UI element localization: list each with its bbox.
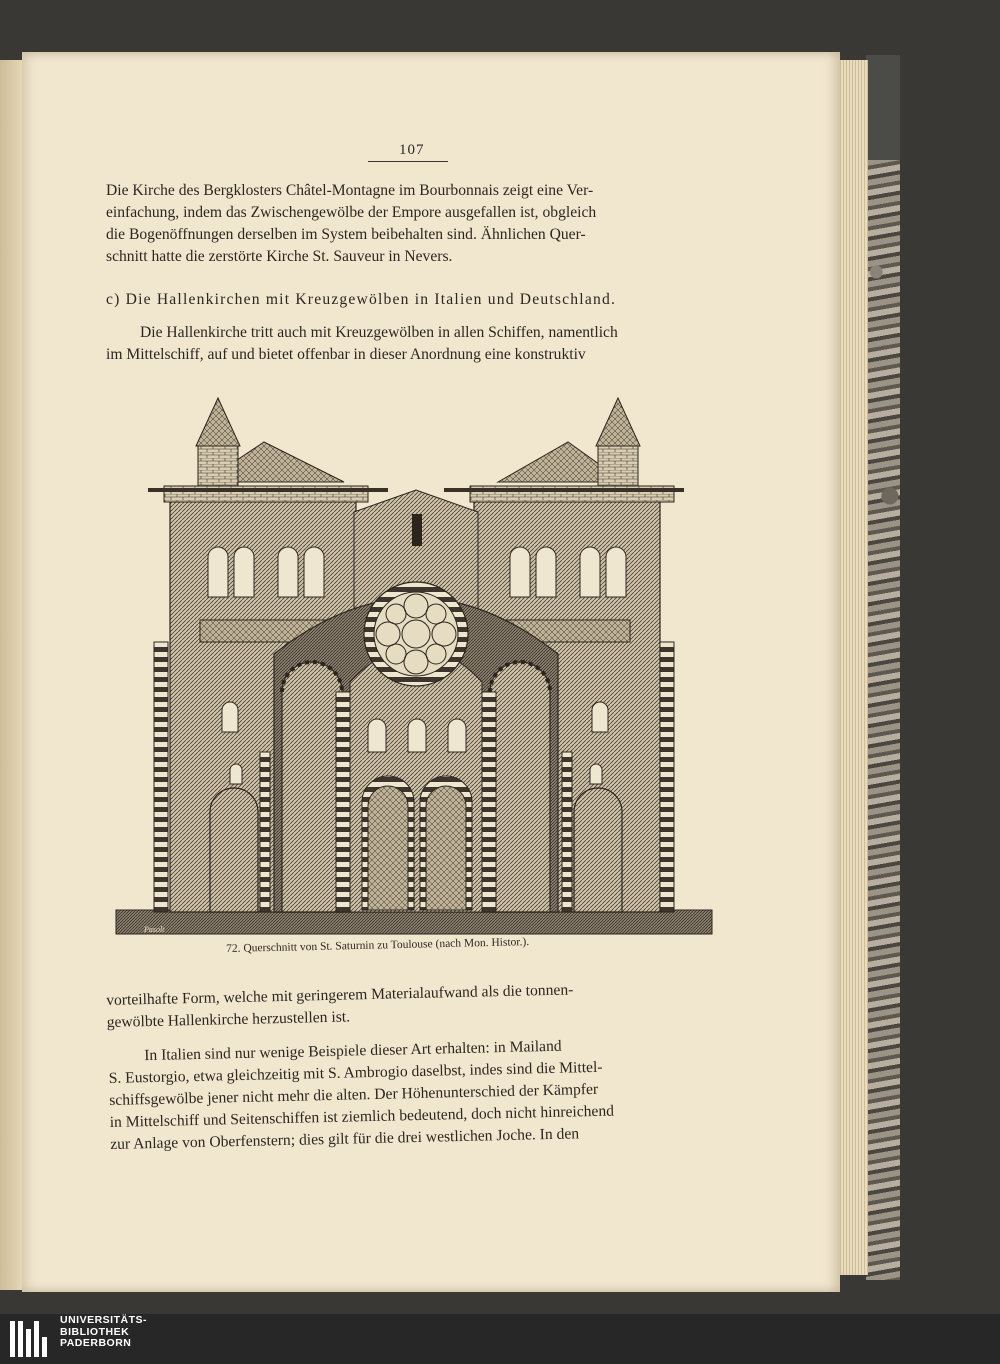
page-stack-edge (838, 60, 868, 1275)
library-name-line: UNIVERSITÄTS- (60, 1314, 148, 1326)
page-number-rule (368, 161, 448, 162)
text-line: einfachung, indem das Zwischengewölbe der Empore ausgefallen ist, obgleich (106, 204, 597, 221)
library-name (60, 1315, 147, 1350)
text-line: vorteilhafte Form, welche mit geringerem Materialaufwand als die tonnen- (106, 981, 574, 1009)
text-line: die Bogenöffnungen derselben im System beibehalten sind. Ähnlichen Quer- (106, 226, 586, 243)
marbled-endpaper (866, 160, 900, 1280)
book-cover (866, 55, 900, 165)
text-line: Die Hallenkirche tritt auch mit Kreuzgewölben in allen Schiffen, namentlich (140, 324, 618, 341)
figure-caption: 72. Querschnitt von St. Saturnin zu Toulouse (nach Mon. Histor.). (226, 936, 530, 955)
library-footer-bar (0, 1314, 1000, 1364)
section-heading: c) Die Hallenkirchen mit Kreuzgewölben in Italien und Deutschland. (106, 291, 617, 308)
text-line: S. Eustorgio, etwa gleichzeitig mit S. Ambrogio daselbst, indes sind die Mittel- (108, 1058, 603, 1087)
library-name-line: PADERBORN (60, 1337, 132, 1349)
text-line: Die Kirche des Bergklosters Châtel-Montagne im Bourbonnais zeigt eine Ver- (106, 182, 594, 199)
paragraph-1 (106, 180, 708, 268)
paragraph-2 (106, 322, 708, 366)
text-line: schnitt hatte die zerstörte Kirche St. Sauveur in Nevers. (106, 248, 453, 265)
text-line: schiffsgewölbe jener nicht mehr die alten. Der Höhenunterschied der Kämpfer (109, 1080, 599, 1109)
text-line: in Mittelschiff und Seitenschiffen ist ziemlich bedeutend, doch nicht hinreichend (109, 1102, 615, 1131)
text-line: In Italien sind nur wenige Beispiele dieser Art erhalten: in Mailand (144, 1037, 562, 1065)
library-name-line: BIBLIOTHEK (60, 1325, 130, 1338)
paragraph-4 (108, 1032, 720, 1156)
page-number: 107 (399, 142, 425, 158)
library-logo-icon (8, 1317, 52, 1361)
engraver-signature: Pasolt (144, 925, 165, 934)
text-line: gewölbte Hallenkirche herzustellen ist. (106, 1008, 351, 1031)
church-cross-section-figure (114, 392, 714, 938)
text-line: im Mittelschiff, auf und bietet offenbar in dieser Anordnung eine konstruktiv (106, 346, 586, 363)
text-line: zur Anlage von Oberfenstern; dies gilt für die drei westlichen Joche. In den (110, 1125, 580, 1153)
left-page-edge (0, 60, 24, 1290)
